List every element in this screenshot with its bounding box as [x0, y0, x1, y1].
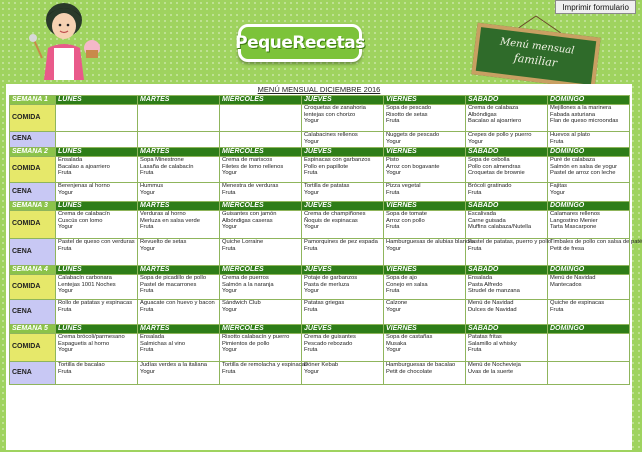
- meal-cell[interactable]: [302, 275, 384, 300]
- comida-row: [10, 211, 630, 239]
- meal-cell[interactable]: [384, 132, 466, 148]
- dish-text: Risotto calabacín y puerro: [222, 334, 290, 340]
- meal-cell[interactable]: [384, 105, 466, 132]
- day-header: SÁBADO: [466, 266, 548, 275]
- meal-cell[interactable]: [302, 211, 384, 239]
- cena-row: [10, 132, 630, 148]
- day-header: VIERNES: [384, 202, 466, 211]
- day-header: MIÉRCOLES: [220, 325, 302, 334]
- meal-cell[interactable]: [138, 211, 220, 239]
- dish-text: Calabacín carbonara: [58, 275, 112, 281]
- dish-text: Menú de Nochevieja: [468, 362, 521, 368]
- dish-text: Sopa de pescado: [386, 105, 432, 111]
- meal-cell[interactable]: [466, 275, 548, 300]
- dish-text: Yogur: [222, 224, 237, 231]
- meal-cell[interactable]: [56, 157, 138, 183]
- dish-text: Yogur: [304, 189, 319, 196]
- dish-text: Fruta: [140, 347, 154, 354]
- dish-text: Fruta: [58, 306, 72, 313]
- dish-text: Yogur: [468, 138, 483, 145]
- dish-text: Yogur: [222, 347, 237, 354]
- day-header: VIERNES: [384, 148, 466, 157]
- dish-text: Sopa de tomate: [386, 211, 427, 217]
- dish-text: Pimientos de pollo: [222, 340, 270, 347]
- dish-text: Croquetas de brownie: [468, 170, 525, 177]
- week-header-row: [10, 325, 630, 334]
- dish-text: Yogur: [304, 224, 319, 231]
- dish-text: Berenjenas al horno: [58, 183, 110, 189]
- dish-text: Strudel de manzana: [468, 288, 520, 295]
- dish-text: Cuscús con lomo: [58, 217, 103, 224]
- meal-cell[interactable]: [302, 300, 384, 325]
- cena-row: [10, 362, 630, 385]
- meal-cell[interactable]: [548, 362, 630, 385]
- dish-text: Sopa de ajo: [386, 275, 417, 281]
- dish-text: Sándwich Club: [222, 300, 261, 306]
- day-header: JUEVES: [302, 148, 384, 157]
- cena-label: CENA: [10, 362, 56, 385]
- dish-text: lentejas con chorizo: [304, 111, 356, 118]
- meal-cell[interactable]: [138, 275, 220, 300]
- meal-cell[interactable]: [138, 334, 220, 362]
- meal-cell[interactable]: [302, 362, 384, 385]
- dish-text: Yogur: [386, 347, 401, 354]
- meal-cell[interactable]: [384, 300, 466, 325]
- meal-cell[interactable]: [220, 105, 302, 132]
- meal-cell[interactable]: [220, 211, 302, 239]
- meal-cell[interactable]: [56, 183, 138, 202]
- menu-panel: [6, 84, 642, 450]
- dish-text: Yogur: [304, 138, 319, 145]
- meal-cell[interactable]: [220, 157, 302, 183]
- dish-text: Fruta: [222, 189, 236, 196]
- dish-text: Yogur: [386, 245, 401, 252]
- cena-row: [10, 300, 630, 325]
- week-header-row: [10, 96, 630, 105]
- dish-text: Albóndigas: [468, 111, 497, 118]
- dish-text: Yogur: [222, 306, 237, 313]
- dish-text: Fruta: [550, 138, 564, 145]
- dish-text: Mejillones a la marinera: [550, 105, 612, 111]
- meal-cell[interactable]: [138, 239, 220, 266]
- dish-text: Fabada asturiana: [550, 111, 596, 118]
- meal-cell[interactable]: [548, 157, 630, 183]
- dish-text: Judías verdes a la italiana: [140, 362, 208, 368]
- dish-text: Fruta: [222, 245, 236, 252]
- dish-text: Yogur: [222, 170, 237, 177]
- meal-cell[interactable]: [302, 105, 384, 132]
- dish-text: Dulces de Navidad: [468, 306, 517, 313]
- dish-text: Espaguetis al horno: [58, 340, 110, 347]
- dish-text: Fruta: [304, 245, 318, 252]
- comida-label: COMIDA: [10, 334, 56, 362]
- dish-text: Tortilla de bacalao: [58, 362, 105, 368]
- dish-text: Calamares rellenos: [550, 211, 600, 217]
- dish-text: Crema de champiñones: [304, 211, 366, 217]
- day-header: SÁBADO: [466, 325, 548, 334]
- day-header: SÁBADO: [466, 202, 548, 211]
- dish-text: Tortilla de remolacha y espinacas: [222, 362, 308, 368]
- dish-text: Espinacas con garbanzos: [304, 157, 371, 163]
- dish-text: Fruta: [468, 347, 482, 354]
- meal-cell[interactable]: [220, 300, 302, 325]
- dish-text: Fruta: [304, 306, 318, 313]
- board-title-line1: Menú mensual: [499, 36, 575, 57]
- meal-cell[interactable]: [466, 239, 552, 266]
- meal-cell[interactable]: [548, 275, 630, 300]
- dish-text: Bacalao al ajoarriero: [468, 118, 522, 125]
- day-header: LUNES: [56, 266, 138, 275]
- dish-text: Yogur: [386, 306, 401, 313]
- dish-text: Hummus: [140, 183, 164, 189]
- dish-text: Salamillo al whisky: [468, 340, 517, 347]
- day-header: MIÉRCOLES: [220, 96, 302, 105]
- comida-label: COMIDA: [10, 211, 56, 239]
- week-label: SEMANA 3: [10, 202, 56, 211]
- print-form-button[interactable]: Imprimir formulario: [555, 0, 636, 14]
- dish-text: Pollo en papillote: [304, 163, 349, 170]
- meal-cell[interactable]: [138, 157, 220, 183]
- dish-text: Potaje de garbanzos: [304, 275, 358, 281]
- dish-text: Pamorquines de pez espada: [304, 239, 378, 245]
- menu-table: [9, 95, 642, 385]
- dish-text: Fruta: [550, 306, 564, 313]
- meal-cell[interactable]: [302, 239, 384, 266]
- dish-text: Fruta: [468, 245, 482, 252]
- dish-text: Aguacate con huevo y bacon: [140, 300, 215, 306]
- cena-label: CENA: [10, 239, 56, 266]
- dish-text: Hamburguesas de alubias blancas: [386, 239, 475, 245]
- day-header: VIERNES: [384, 325, 466, 334]
- dish-text: Yogur: [58, 224, 73, 231]
- meal-cell[interactable]: [138, 105, 220, 132]
- dish-text: Filetes de lomo rellenos: [222, 163, 284, 170]
- dish-text: Patatas fritas: [468, 334, 502, 340]
- cena-row: [10, 183, 630, 202]
- comida-label: COMIDA: [10, 275, 56, 300]
- meal-cell[interactable]: [220, 239, 302, 266]
- board-title-line2: familiar: [513, 51, 558, 70]
- day-header: LUNES: [56, 148, 138, 157]
- day-header: DOMINGO: [548, 96, 630, 105]
- dish-text: Tarta Mascarpone: [550, 224, 597, 231]
- dish-text: Musaka: [386, 340, 407, 347]
- meal-cell[interactable]: [548, 334, 630, 362]
- dish-text: Mantecados: [550, 281, 582, 288]
- dish-text: Crema brócoli/parmesano: [58, 334, 125, 340]
- dish-text: Timbales de pollo con salsa de paté: [550, 239, 642, 245]
- dish-text: Merluza en salsa verde: [140, 217, 200, 224]
- dish-text: Quiche de espinacas: [550, 300, 605, 306]
- meal-cell[interactable]: [548, 105, 630, 132]
- meal-cell[interactable]: [548, 211, 630, 239]
- dish-text: Escalivada: [468, 211, 497, 217]
- meal-cell[interactable]: [138, 132, 220, 148]
- dish-text: Yogur: [550, 189, 565, 196]
- dish-text: Fruta: [140, 306, 154, 313]
- meal-cell[interactable]: [56, 362, 138, 385]
- dish-text: Crema de puerros: [222, 275, 269, 281]
- dish-text: Pescado rebozado: [304, 340, 353, 347]
- dish-text: Yogur: [140, 189, 155, 196]
- meal-cell[interactable]: [56, 105, 138, 132]
- meal-cell[interactable]: [138, 362, 220, 385]
- dish-text: Fruta: [58, 170, 72, 177]
- meal-cell[interactable]: [384, 334, 466, 362]
- meal-cell[interactable]: [302, 334, 384, 362]
- dish-text: Fruta: [386, 118, 400, 125]
- dish-text: Fruta: [304, 170, 318, 177]
- meal-cell[interactable]: [384, 362, 466, 385]
- dish-text: Croquetas de zanahoria: [304, 105, 366, 111]
- meal-cell[interactable]: [384, 157, 466, 183]
- meal-cell[interactable]: [466, 300, 548, 325]
- dish-text: Yogur: [58, 189, 73, 196]
- cena-row: [10, 239, 630, 266]
- dish-text: Sopa de castañas: [386, 334, 433, 340]
- dish-text: Fruta: [222, 368, 236, 375]
- week-header-row: [10, 202, 630, 211]
- dish-text: Rollo de patatas y espinacas: [58, 300, 133, 306]
- dish-text: Pastel de macarrones: [140, 281, 197, 288]
- dish-text: Fruta: [386, 189, 400, 196]
- comida-label: COMIDA: [10, 157, 56, 183]
- dish-text: Fajitas: [550, 183, 568, 189]
- meal-cell[interactable]: [466, 105, 548, 132]
- cena-label: CENA: [10, 132, 56, 148]
- day-header: DOMINGO: [548, 266, 630, 275]
- day-header: JUEVES: [302, 325, 384, 334]
- dish-text: Menú de Navidad: [468, 300, 514, 306]
- meal-cell[interactable]: [548, 239, 642, 266]
- day-header: MARTES: [138, 325, 220, 334]
- dish-text: Conejo en salsa: [386, 281, 428, 288]
- dish-text: Pasta de merluza: [304, 281, 350, 288]
- dish-text: Crepes de pollo y puerro: [468, 132, 532, 138]
- dish-text: Pastel de patatas, puerro y pollo: [468, 239, 552, 245]
- dish-text: Bacalao a ajoarriero: [58, 163, 110, 170]
- day-header: MIÉRCOLES: [220, 266, 302, 275]
- dish-text: Ñoquis de espinacas: [304, 217, 358, 224]
- dish-text: Yogur: [304, 118, 319, 125]
- meal-cell[interactable]: [384, 275, 466, 300]
- comida-label: COMIDA: [10, 105, 56, 132]
- meal-cell[interactable]: [302, 183, 384, 202]
- dish-text: Sopa de picadillo de pollo: [140, 275, 207, 281]
- day-header: VIERNES: [384, 96, 466, 105]
- meal-cell[interactable]: [466, 211, 548, 239]
- day-header: DOMINGO: [548, 202, 630, 211]
- dish-text: Sopa de cebolla: [468, 157, 510, 163]
- day-header: MARTES: [138, 96, 220, 105]
- meal-cell[interactable]: [384, 211, 466, 239]
- dish-text: Döner Kebab: [304, 362, 339, 368]
- day-header: MARTES: [138, 266, 220, 275]
- dish-text: Pastel de queso con verduras: [58, 239, 135, 245]
- day-header: JUEVES: [302, 202, 384, 211]
- dish-text: Quiche Lorraine: [222, 239, 264, 245]
- day-header: DOMINGO: [548, 325, 630, 334]
- dish-text: Crema de calabaza: [468, 105, 519, 111]
- day-header: SÁBADO: [466, 148, 548, 157]
- dish-text: Guisantes con jamón: [222, 211, 277, 217]
- meal-cell[interactable]: [466, 157, 548, 183]
- chalkboard-sign: [468, 14, 604, 84]
- comida-row: [10, 105, 630, 132]
- meal-cell[interactable]: [56, 132, 138, 148]
- meal-cell[interactable]: [138, 183, 220, 202]
- dish-text: Tortilla de patatas: [304, 183, 350, 189]
- meal-cell[interactable]: [56, 275, 138, 300]
- meal-cell[interactable]: [220, 183, 302, 202]
- dish-text: Crema de calabacín: [58, 211, 110, 217]
- dish-text: Patatas griegas: [304, 300, 345, 306]
- dish-text: Yogur: [304, 368, 319, 375]
- meal-cell[interactable]: [138, 300, 220, 325]
- dish-text: Lasaña de calabacín: [140, 163, 194, 170]
- comida-row: [10, 334, 630, 362]
- dish-text: Yogur: [58, 288, 73, 295]
- meal-cell[interactable]: [548, 132, 630, 148]
- pequerecetas-logo: PequeRecetas: [238, 24, 362, 62]
- dish-text: Pollo con almendras: [468, 163, 521, 170]
- day-header: MIÉRCOLES: [220, 148, 302, 157]
- dish-text: Yogur: [140, 368, 155, 375]
- day-header: MARTES: [138, 202, 220, 211]
- day-header: MARTES: [138, 148, 220, 157]
- meal-cell[interactable]: [220, 362, 308, 385]
- meal-cell[interactable]: [56, 239, 138, 266]
- dish-text: Fruta: [468, 189, 482, 196]
- dish-text: Petit de chocolate: [386, 368, 433, 375]
- dish-text: Fruta: [304, 347, 318, 354]
- dish-text: Salmón en salsa de yogur: [550, 163, 618, 170]
- dish-text: Salmichas al vino: [140, 340, 186, 347]
- menu-title: MENÚ MENSUAL DICIEMBRE 2016: [257, 85, 381, 94]
- day-header: MIÉRCOLES: [220, 202, 302, 211]
- dish-text: Carne guisada: [468, 217, 506, 224]
- dish-text: Yogur: [304, 288, 319, 295]
- meal-cell[interactable]: [466, 183, 548, 202]
- meal-cell[interactable]: [302, 157, 384, 183]
- day-header: DOMINGO: [548, 148, 630, 157]
- dish-text: Fruta: [58, 368, 72, 375]
- dish-text: Uvas de la suerte: [468, 368, 514, 375]
- dish-text: Calzone: [386, 300, 408, 306]
- dish-text: Flan de queso microondas: [550, 118, 619, 125]
- dish-text: Fruta: [140, 224, 154, 231]
- week-label: SEMANA 1: [10, 96, 56, 105]
- cena-label: CENA: [10, 300, 56, 325]
- day-header: LUNES: [56, 96, 138, 105]
- dish-text: Arroz con pollo: [386, 217, 425, 224]
- meal-cell[interactable]: [384, 183, 466, 202]
- day-header: JUEVES: [302, 96, 384, 105]
- dish-text: Nuggets de pescado: [386, 132, 440, 138]
- dish-text: Pasta Alfredo: [468, 281, 503, 288]
- day-header: LUNES: [56, 202, 138, 211]
- meal-cell[interactable]: [220, 334, 302, 362]
- dish-text: Brócoli gratinado: [468, 183, 512, 189]
- dish-text: Ensalada: [140, 334, 165, 340]
- meal-cell[interactable]: [220, 132, 302, 148]
- comida-row: [10, 157, 630, 183]
- week-label: SEMANA 5: [10, 325, 56, 334]
- dish-text: Fruta: [140, 288, 154, 295]
- dish-text: Pastel de arroz con leche: [550, 170, 616, 177]
- meal-cell[interactable]: [302, 132, 384, 148]
- meal-cell[interactable]: [466, 132, 548, 148]
- dish-text: Calabacines rellenos: [304, 132, 358, 138]
- dish-text: Sopa Minestrone: [140, 157, 184, 163]
- meal-cell[interactable]: [220, 275, 302, 300]
- dish-text: Ensalada: [468, 275, 493, 281]
- meal-cell[interactable]: [548, 183, 630, 202]
- dish-text: Risotto de setas: [386, 111, 428, 118]
- dish-text: Petit de fresa: [550, 245, 585, 252]
- dish-text: Crema de guisantes: [304, 334, 356, 340]
- meal-cell[interactable]: [56, 334, 138, 362]
- dish-text: Fruta: [58, 245, 72, 252]
- day-header: SÁBADO: [466, 96, 548, 105]
- dish-text: Hamburguesas de bacalao: [386, 362, 456, 368]
- dish-text: Ensalada: [58, 157, 83, 163]
- dish-text: Menestra de verduras: [222, 183, 279, 189]
- day-header: VIERNES: [384, 266, 466, 275]
- chef-girl-illustration: [22, 0, 112, 80]
- dish-text: Puré de calabaza: [550, 157, 596, 163]
- dish-text: Muffins calabaza/Nutella: [468, 224, 532, 231]
- dish-text: Pizza vegetal: [386, 183, 421, 189]
- comida-row: [10, 275, 630, 300]
- day-header: JUEVES: [302, 266, 384, 275]
- dish-text: Verduras al horno: [140, 211, 186, 217]
- dish-text: Salmón a la naranja: [222, 281, 274, 288]
- week-header-row: [10, 148, 630, 157]
- meal-cell[interactable]: [56, 300, 138, 325]
- dish-text: Fruta: [140, 170, 154, 177]
- dish-text: Albóndigas caseras: [222, 217, 273, 224]
- dish-text: Yogur: [58, 347, 73, 354]
- meal-cell[interactable]: [548, 300, 630, 325]
- dish-text: Yogur: [386, 138, 401, 145]
- week-label: SEMANA 2: [10, 148, 56, 157]
- dish-text: Yogur: [140, 245, 155, 252]
- meal-cell[interactable]: [466, 334, 548, 362]
- dish-text: Crema de mariscos: [222, 157, 273, 163]
- dish-text: Menú de Navidad: [550, 275, 596, 281]
- dish-text: Langostino Menier: [550, 217, 598, 224]
- dish-text: Yogur: [386, 170, 401, 177]
- dish-text: Revuelto de setas: [140, 239, 187, 245]
- week-label: SEMANA 4: [10, 266, 56, 275]
- dish-text: Huevos al plato: [550, 132, 590, 138]
- meal-cell[interactable]: [56, 211, 138, 239]
- day-header: LUNES: [56, 325, 138, 334]
- dish-text: Fruta: [386, 288, 400, 295]
- dish-text: Pisto: [386, 157, 399, 163]
- week-header-row: [10, 266, 630, 275]
- dish-text: Yogur: [222, 288, 237, 295]
- dish-text: Fruta: [386, 224, 400, 231]
- dish-text: Lentejas 1001 Noches: [58, 281, 116, 288]
- cena-label: CENA: [10, 183, 56, 202]
- meal-cell[interactable]: [466, 362, 548, 385]
- dish-text: Arroz con bogavante: [386, 163, 440, 170]
